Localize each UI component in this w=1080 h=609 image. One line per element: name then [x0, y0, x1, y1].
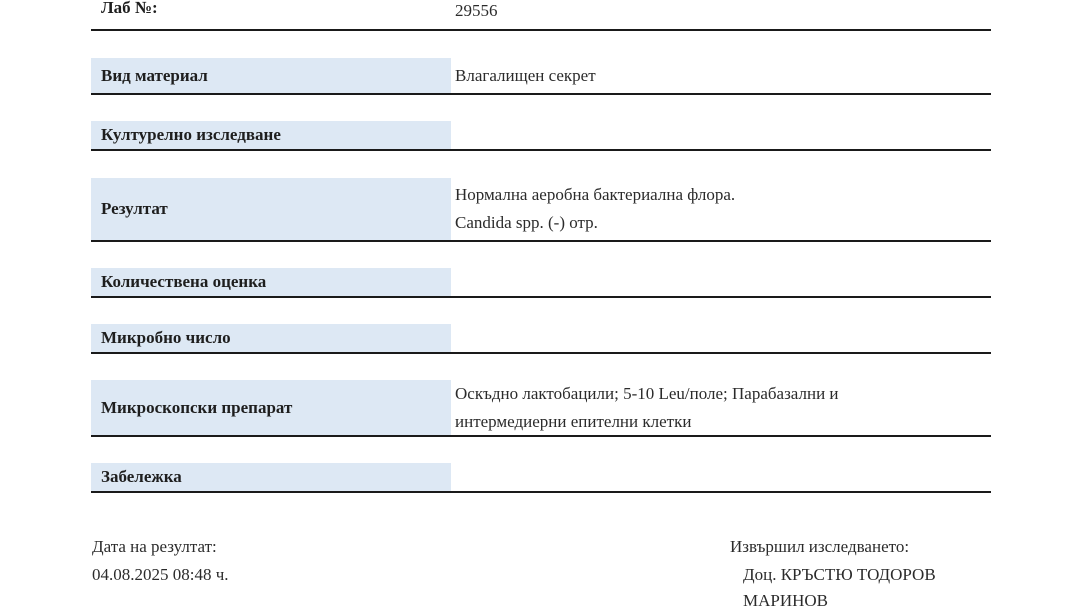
field-value-line: Влагалищен секрет [455, 65, 596, 85]
field-row-culture [91, 121, 991, 151]
field-row-microscopy [91, 380, 991, 437]
field-row-result [91, 178, 991, 242]
lab-number-label: Лаб №: [101, 0, 158, 17]
field-row-microbial-count [91, 324, 991, 354]
field-value-quantitative [455, 268, 991, 296]
field-value-microscopy [455, 380, 991, 435]
lab-number-value: 29556 [455, 1, 498, 20]
field-value-material [455, 58, 991, 93]
field-label-result: Резултат [91, 178, 451, 240]
field-value-line: Оскъдно лактобацили; 5-10 Leu/поле; Парабазални и [455, 383, 839, 403]
field-value-note [455, 463, 991, 491]
field-value-line: Нормална аеробна бактериална флора. [455, 185, 736, 204]
field-row-note [91, 463, 991, 493]
field-label-microscopy: Микроскопски препарат [91, 380, 451, 435]
field-value-line: интермедиерни епителни клетки [455, 411, 692, 431]
performer-name-line2: МАРИНОВ [743, 591, 829, 609]
field-value-result [455, 178, 991, 240]
field-value-culture [455, 121, 991, 149]
field-value-microbial-count [455, 324, 991, 352]
performer-name-line1: Доц. КРЪСТЮ ТОДОРОВ [743, 565, 936, 584]
field-row-material [91, 58, 991, 95]
field-label-microbial-count: Микробно число [91, 324, 451, 352]
field-label-material: Вид материал [91, 58, 451, 93]
field-row-quantitative [91, 268, 991, 298]
result-date-value: 04.08.2025 08:48 ч. [92, 565, 229, 584]
field-label-quantitative: Количествена оценка [91, 268, 451, 296]
field-label-culture: Културелно изследване [91, 121, 451, 149]
field-label-note: Забележка [91, 463, 451, 491]
result-date-label: Дата на резултат: [92, 537, 217, 556]
performer-label: Извършил изследването: [730, 537, 910, 556]
field-value-line: Candida spp. (-) отр. [455, 213, 598, 232]
lab-number-row [91, 0, 991, 31]
